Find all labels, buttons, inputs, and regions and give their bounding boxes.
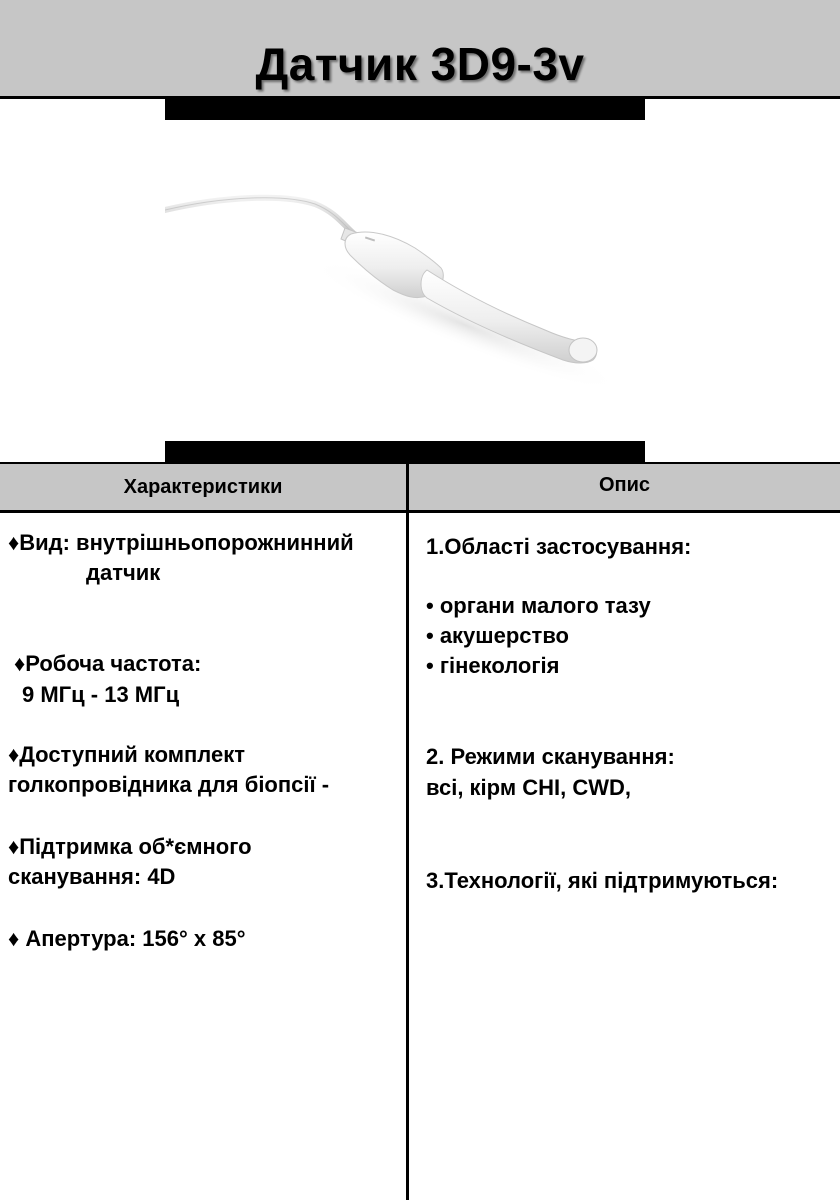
table-header-row xyxy=(0,462,840,513)
characteristics-header: Характеристики xyxy=(123,476,283,498)
application-item: • органи малого тазу xyxy=(426,593,651,618)
frequency-line-1: ♦Робоча частота: xyxy=(14,651,202,676)
frequency-line-2: 9 МГц - 13 МГц xyxy=(22,682,180,707)
column-divider xyxy=(406,462,409,1200)
volume-scan-line-2: сканування: 4D xyxy=(8,864,176,889)
volume-scan-line-1: ♦Підтримка об*ємного xyxy=(8,834,252,859)
aperture-line: ♦ Апертура: 156° x 85° xyxy=(8,926,246,951)
type-line-2: датчик xyxy=(86,560,161,585)
biopsy-line-1: ♦Доступний комплект xyxy=(8,742,245,767)
top-divider-bar xyxy=(165,99,645,120)
transducer-image xyxy=(165,120,645,441)
type-line-1: ♦Вид: внутрішньопорожнинний xyxy=(8,530,354,555)
transducer-photo xyxy=(165,120,645,441)
scan-modes-value: всі, кірм CHI, CWD, xyxy=(426,775,631,800)
application-item: • акушерство xyxy=(426,623,569,648)
applications-title: 1.Області застосування: xyxy=(426,534,692,559)
bottom-divider-bar xyxy=(165,441,645,462)
description-header: Опис xyxy=(598,474,651,496)
scan-modes-title: 2. Режими сканування: xyxy=(426,744,675,769)
biopsy-line-2: голкопровідника для біопсії - xyxy=(8,772,330,797)
application-item: • гінекологія xyxy=(426,653,560,678)
title-banner xyxy=(0,0,840,99)
page-title: Датчик 3D9-3v xyxy=(255,38,585,90)
technologies-title: 3.Технології, які підтримуються: xyxy=(426,868,779,893)
